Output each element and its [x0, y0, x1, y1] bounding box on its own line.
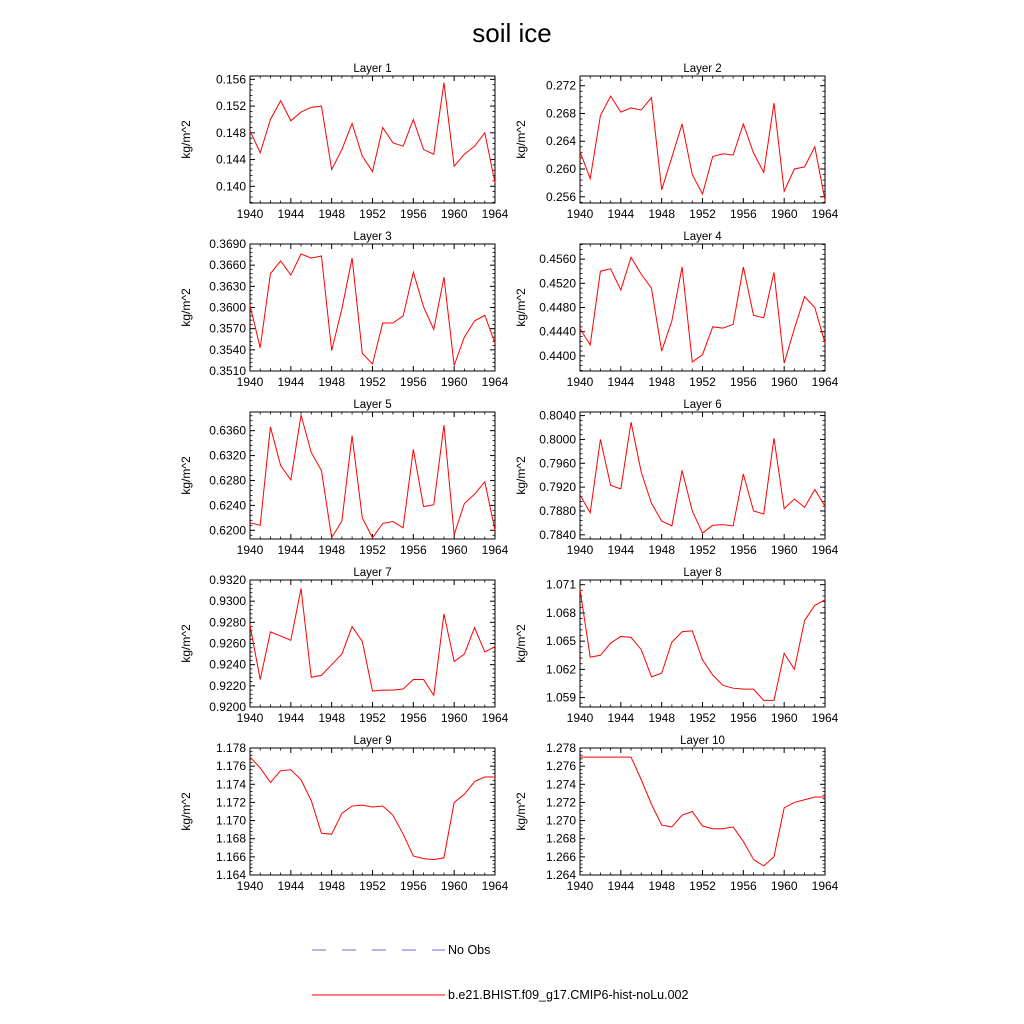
y-tick-label: 0.4520 — [539, 276, 576, 291]
series-line — [250, 757, 495, 860]
panel-title: Layer 1 — [353, 63, 392, 75]
x-tick-label: 1960 — [770, 711, 798, 725]
x-tick-label: 1960 — [770, 879, 798, 893]
y-tick-label: 0.144 — [215, 152, 246, 167]
series-line — [250, 254, 495, 365]
y-axis-label: kg/m^2 — [514, 792, 528, 831]
x-tick-label: 1960 — [440, 711, 468, 725]
panel-title: Layer 6 — [683, 399, 722, 411]
y-tick-label: 0.9240 — [209, 657, 246, 672]
x-tick-label: 1964 — [481, 711, 509, 725]
y-tick-label: 0.9200 — [209, 700, 246, 714]
x-tick-label: 1956 — [729, 543, 757, 557]
x-tick-label: 1956 — [729, 711, 757, 725]
y-tick-label: 1.276 — [545, 759, 576, 774]
x-tick-label: 1948 — [318, 543, 346, 557]
y-tick-label: 0.4560 — [539, 252, 576, 267]
y-tick-label: 1.168 — [215, 831, 246, 846]
series-line — [250, 588, 495, 695]
y-axis-label: kg/m^2 — [514, 456, 528, 495]
x-tick-label: 1964 — [481, 207, 509, 221]
y-axis-label: kg/m^2 — [179, 288, 193, 327]
panel-title: Layer 4 — [683, 231, 722, 243]
x-tick-label: 1944 — [607, 879, 635, 893]
x-tick-label: 1956 — [399, 375, 427, 389]
x-tick-label: 1944 — [277, 879, 305, 893]
y-tick-label: 0.6240 — [209, 498, 246, 513]
x-tick-label: 1956 — [399, 543, 427, 557]
plot-frame — [580, 244, 825, 371]
panel-7 — [179, 567, 509, 725]
panel-title: Layer 3 — [353, 231, 392, 243]
x-tick-label: 1944 — [607, 375, 635, 389]
panel-5 — [179, 399, 509, 557]
x-tick-label: 1952 — [359, 711, 386, 725]
x-tick-label: 1940 — [566, 207, 594, 221]
panels-container — [179, 63, 839, 893]
y-tick-label: 0.6320 — [209, 448, 246, 463]
y-tick-label: 0.256 — [545, 189, 576, 204]
x-tick-label: 1944 — [607, 207, 635, 221]
x-tick-label: 1960 — [440, 543, 468, 557]
y-tick-label: 0.4400 — [539, 348, 576, 363]
y-tick-label: 1.164 — [215, 868, 246, 882]
x-tick-label: 1940 — [566, 879, 594, 893]
y-axis-label: kg/m^2 — [514, 120, 528, 159]
y-tick-label: 1.264 — [545, 868, 576, 882]
plot-frame — [580, 748, 825, 875]
x-tick-label: 1952 — [359, 207, 386, 221]
y-tick-label: 0.3630 — [209, 279, 246, 294]
panel-4 — [514, 231, 839, 389]
y-tick-label: 0.3690 — [209, 237, 246, 251]
x-tick-label: 1940 — [236, 207, 264, 221]
x-tick-label: 1940 — [566, 711, 594, 725]
x-tick-label: 1960 — [440, 879, 468, 893]
x-tick-label: 1940 — [566, 375, 594, 389]
y-tick-label: 0.140 — [215, 179, 246, 194]
x-tick-label: 1948 — [318, 375, 346, 389]
x-tick-label: 1940 — [566, 543, 594, 557]
panel-title: Layer 2 — [683, 63, 722, 75]
y-axis-label: kg/m^2 — [179, 624, 193, 663]
y-tick-label: 1.272 — [545, 795, 576, 810]
y-tick-label: 0.3600 — [209, 300, 246, 315]
x-tick-label: 1960 — [440, 375, 468, 389]
x-tick-label: 1952 — [689, 543, 716, 557]
x-tick-label: 1964 — [811, 879, 839, 893]
y-tick-label: 0.9260 — [209, 636, 246, 651]
x-tick-label: 1948 — [318, 879, 346, 893]
y-tick-label: 1.266 — [545, 849, 576, 864]
x-tick-label: 1960 — [770, 207, 798, 221]
legend-no-obs-label: No Obs — [448, 943, 491, 957]
panel-title: Layer 7 — [353, 567, 392, 579]
y-tick-label: 0.272 — [545, 78, 576, 93]
y-axis-label: kg/m^2 — [514, 624, 528, 663]
y-tick-label: 1.170 — [215, 813, 246, 828]
y-tick-label: 0.260 — [545, 161, 576, 176]
panel-1 — [179, 63, 509, 221]
series-line — [580, 757, 825, 866]
x-tick-label: 1948 — [648, 879, 676, 893]
y-tick-label: 1.172 — [215, 795, 246, 810]
panel-title: Layer 8 — [683, 567, 722, 579]
series-line — [580, 589, 825, 700]
y-tick-label: 1.270 — [545, 813, 576, 828]
x-tick-label: 1956 — [729, 207, 757, 221]
y-tick-label: 0.3570 — [209, 321, 246, 336]
panel-title: Layer 9 — [353, 735, 392, 747]
x-tick-label: 1948 — [648, 543, 676, 557]
y-tick-label: 0.7880 — [539, 503, 576, 518]
y-tick-label: 1.278 — [545, 741, 576, 755]
x-tick-label: 1940 — [236, 879, 264, 893]
y-tick-label: 0.8000 — [539, 432, 576, 447]
y-tick-label: 0.156 — [215, 72, 246, 87]
x-tick-label: 1948 — [648, 375, 676, 389]
x-tick-label: 1944 — [277, 375, 305, 389]
x-tick-label: 1960 — [440, 207, 468, 221]
y-axis-label: kg/m^2 — [514, 288, 528, 327]
figure-title: soil ice — [472, 18, 552, 48]
x-tick-label: 1952 — [359, 879, 386, 893]
x-tick-label: 1956 — [729, 375, 757, 389]
plot-frame — [580, 412, 825, 539]
plot-frame — [250, 580, 495, 707]
y-tick-label: 0.3540 — [209, 342, 246, 357]
x-tick-label: 1956 — [399, 207, 427, 221]
panel-title: Layer 5 — [353, 399, 392, 411]
y-tick-label: 1.274 — [545, 777, 576, 792]
panel-2 — [514, 63, 839, 221]
plot-frame — [250, 244, 495, 371]
panel-6 — [514, 399, 839, 557]
y-tick-label: 0.6280 — [209, 473, 246, 488]
x-tick-label: 1952 — [689, 207, 716, 221]
y-tick-label: 0.9320 — [209, 573, 246, 587]
y-tick-label: 0.148 — [215, 125, 246, 140]
legend — [312, 943, 688, 1002]
panel-title: Layer 10 — [680, 735, 725, 747]
x-tick-label: 1944 — [607, 711, 635, 725]
y-tick-label: 0.7920 — [539, 480, 576, 495]
x-tick-label: 1952 — [689, 879, 716, 893]
y-tick-label: 0.9280 — [209, 615, 246, 630]
y-tick-label: 0.6360 — [209, 423, 246, 438]
x-tick-label: 1940 — [236, 543, 264, 557]
x-tick-label: 1960 — [770, 375, 798, 389]
y-tick-label: 1.268 — [545, 831, 576, 846]
legend-model-label: b.e21.BHIST.f09_g17.CMIP6-hist-noLu.002 — [448, 988, 689, 1002]
y-tick-label: 1.062 — [545, 662, 576, 677]
y-tick-label: 0.3660 — [209, 258, 246, 273]
y-tick-label: 0.9220 — [209, 678, 246, 693]
x-tick-label: 1964 — [811, 375, 839, 389]
series-line — [250, 83, 495, 183]
plot-frame — [580, 76, 825, 203]
x-tick-label: 1948 — [318, 207, 346, 221]
y-tick-label: 0.152 — [215, 99, 246, 114]
series-line — [250, 415, 495, 538]
x-tick-label: 1944 — [277, 207, 305, 221]
y-axis-label: kg/m^2 — [179, 456, 193, 495]
y-tick-label: 0.8040 — [539, 408, 576, 423]
x-tick-label: 1964 — [811, 711, 839, 725]
plot-frame — [250, 412, 495, 539]
x-tick-label: 1964 — [481, 543, 509, 557]
x-tick-label: 1948 — [648, 711, 676, 725]
x-tick-label: 1964 — [481, 879, 509, 893]
y-axis-label: kg/m^2 — [179, 120, 193, 159]
x-tick-label: 1944 — [277, 711, 305, 725]
x-tick-label: 1964 — [481, 375, 509, 389]
x-tick-label: 1956 — [729, 879, 757, 893]
y-tick-label: 1.059 — [545, 690, 576, 705]
x-tick-label: 1944 — [277, 543, 305, 557]
series-line — [580, 422, 825, 533]
panel-3 — [179, 231, 509, 389]
x-tick-label: 1948 — [318, 711, 346, 725]
y-tick-label: 0.7960 — [539, 456, 576, 471]
y-tick-label: 1.176 — [215, 759, 246, 774]
plot-frame — [250, 76, 495, 203]
x-tick-label: 1964 — [811, 207, 839, 221]
y-tick-label: 0.6200 — [209, 523, 246, 538]
y-tick-label: 0.4480 — [539, 300, 576, 315]
x-tick-label: 1952 — [689, 375, 716, 389]
series-line — [580, 257, 825, 363]
panel-10 — [514, 735, 839, 893]
x-tick-label: 1956 — [399, 711, 427, 725]
panel-8 — [514, 567, 839, 725]
y-tick-label: 0.4440 — [539, 324, 576, 339]
panel-9 — [179, 735, 509, 893]
y-tick-label: 0.7840 — [539, 527, 576, 542]
y-tick-label: 0.9300 — [209, 594, 246, 609]
x-tick-label: 1964 — [811, 543, 839, 557]
x-tick-label: 1940 — [236, 375, 264, 389]
y-tick-label: 1.065 — [545, 634, 576, 649]
y-axis-label: kg/m^2 — [179, 792, 193, 831]
x-tick-label: 1952 — [359, 543, 386, 557]
y-tick-label: 0.3510 — [209, 364, 246, 378]
x-tick-label: 1952 — [359, 375, 386, 389]
x-tick-label: 1952 — [689, 711, 716, 725]
y-tick-label: 1.178 — [215, 741, 246, 755]
series-line — [580, 96, 825, 200]
plot-frame — [580, 580, 825, 707]
y-tick-label: 0.268 — [545, 106, 576, 121]
x-tick-label: 1956 — [399, 879, 427, 893]
x-tick-label: 1940 — [236, 711, 264, 725]
x-tick-label: 1944 — [607, 543, 635, 557]
y-tick-label: 0.264 — [545, 134, 576, 149]
y-tick-label: 1.174 — [215, 777, 246, 792]
x-tick-label: 1948 — [648, 207, 676, 221]
y-tick-label: 1.166 — [215, 849, 246, 864]
y-tick-label: 1.068 — [545, 605, 576, 620]
plot-frame — [250, 748, 495, 875]
y-tick-label: 1.071 — [545, 577, 576, 592]
x-tick-label: 1960 — [770, 543, 798, 557]
